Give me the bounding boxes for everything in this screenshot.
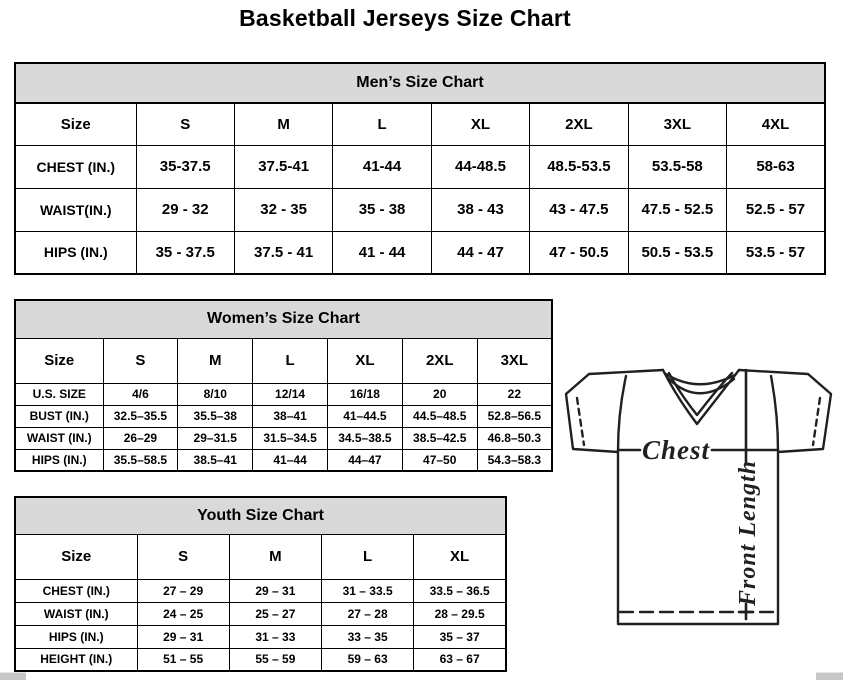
mens-title-row (15, 63, 825, 103)
youth-row-label-chest: CHEST (IN.) (15, 579, 137, 602)
table-cell: 35 - 37.5 (136, 231, 234, 274)
mens-col-header-size: Size (15, 103, 136, 145)
table-row (15, 449, 552, 471)
table-cell: 27 – 29 (137, 579, 229, 602)
left-cuff-dashed-line (577, 398, 584, 445)
table-row (15, 405, 552, 427)
womens-col-header-l: L (253, 338, 328, 383)
table-cell: 41–44.5 (327, 405, 402, 427)
table-row (15, 383, 552, 405)
mens-row-label-waist: WAIST(IN.) (15, 188, 136, 231)
table-cell: 43 - 47.5 (530, 188, 628, 231)
table-row (15, 188, 825, 231)
mens-col-header-3xl: 3XL (628, 103, 726, 145)
table-cell: 47 - 50.5 (530, 231, 628, 274)
table-row (15, 145, 825, 188)
womens-size-table (14, 299, 553, 472)
table-cell: 8/10 (178, 383, 253, 405)
table-cell: 35.5–58.5 (103, 449, 178, 471)
jersey-measurement-diagram (556, 358, 841, 668)
table-cell: 24 – 25 (137, 602, 229, 625)
table-cell: 47.5 - 52.5 (628, 188, 726, 231)
table-cell: 35 - 38 (333, 188, 431, 231)
jersey-outline (566, 370, 831, 624)
womens-col-header-size: Size (15, 338, 103, 383)
table-cell: 58-63 (727, 145, 825, 188)
table-cell: 44 - 47 (431, 231, 529, 274)
womens-col-header-s: S (103, 338, 178, 383)
mens-col-header-s: S (136, 103, 234, 145)
womens-row-label-hips: HIPS (IN.) (15, 449, 103, 471)
table-cell: 46.8–50.3 (477, 427, 552, 449)
table-row (15, 602, 506, 625)
womens-size-chart (14, 299, 553, 472)
youth-size-chart (14, 496, 507, 672)
table-row (15, 427, 552, 449)
table-cell: 25 – 27 (229, 602, 321, 625)
table-cell: 41-44 (333, 145, 431, 188)
table-cell: 35.5–38 (178, 405, 253, 427)
youth-size-table (14, 496, 507, 672)
page-title: Basketball Jerseys Size Chart (239, 5, 571, 31)
table-cell: 59 – 63 (322, 648, 414, 671)
mens-chart-title: Men’s Size Chart (15, 63, 825, 103)
table-row (15, 648, 506, 671)
table-row (15, 625, 506, 648)
table-cell: 31 – 33 (229, 625, 321, 648)
womens-row-label-waist: WAIST (IN.) (15, 427, 103, 449)
youth-row-label-waist: WAIST (IN.) (15, 602, 137, 625)
womens-title-row (15, 300, 552, 338)
table-cell: 33.5 – 36.5 (414, 579, 506, 602)
mens-row-label-chest: CHEST (IN.) (15, 145, 136, 188)
jersey-left-seam (618, 376, 626, 451)
table-row (15, 231, 825, 274)
table-cell: 44–47 (327, 449, 402, 471)
youth-row-label-height: HEIGHT (IN.) (15, 648, 137, 671)
table-cell: 29 – 31 (229, 579, 321, 602)
womens-col-header-xl: XL (327, 338, 402, 383)
womens-row-label-us-size: U.S. SIZE (15, 383, 103, 405)
table-cell: 38.5–41 (178, 449, 253, 471)
womens-chart-title: Women’s Size Chart (15, 300, 552, 338)
table-cell: 55 – 59 (229, 648, 321, 671)
table-cell: 35-37.5 (136, 145, 234, 188)
mens-header-row (15, 103, 825, 145)
table-cell: 38–41 (253, 405, 328, 427)
table-cell: 37.5 - 41 (234, 231, 332, 274)
womens-col-header-2xl: 2XL (402, 338, 477, 383)
table-cell: 35 – 37 (414, 625, 506, 648)
table-cell: 31.5–34.5 (253, 427, 328, 449)
table-cell: 52.8–56.5 (477, 405, 552, 427)
youth-col-header-size: Size (15, 534, 137, 579)
youth-col-header-s: S (137, 534, 229, 579)
table-cell: 28 – 29.5 (414, 602, 506, 625)
table-cell: 37.5-41 (234, 145, 332, 188)
table-cell: 33 – 35 (322, 625, 414, 648)
mens-col-header-l: L (333, 103, 431, 145)
table-cell: 31 – 33.5 (322, 579, 414, 602)
youth-header-row (15, 534, 506, 579)
table-cell: 53.5 - 57 (727, 231, 825, 274)
table-cell: 29–31.5 (178, 427, 253, 449)
right-cuff-dashed-line (813, 398, 820, 445)
table-cell: 47–50 (402, 449, 477, 471)
youth-col-header-m: M (229, 534, 321, 579)
chest-label: Chest (641, 435, 711, 465)
table-cell: 41–44 (253, 449, 328, 471)
youth-col-header-xl: XL (414, 534, 506, 579)
table-cell: 16/18 (327, 383, 402, 405)
table-cell: 34.5–38.5 (327, 427, 402, 449)
mens-col-header-xl: XL (431, 103, 529, 145)
mens-size-chart (14, 62, 826, 275)
table-cell: 29 - 32 (136, 188, 234, 231)
table-cell: 44-48.5 (431, 145, 529, 188)
youth-chart-title: Youth Size Chart (15, 497, 506, 534)
table-cell: 29 – 31 (137, 625, 229, 648)
jersey-diagram-svg (556, 358, 841, 668)
mens-col-header-4xl: 4XL (727, 103, 825, 145)
table-cell: 44.5–48.5 (402, 405, 477, 427)
youth-title-row (15, 497, 506, 534)
mens-size-table (14, 62, 826, 275)
table-row (15, 579, 506, 602)
table-cell: 50.5 - 53.5 (628, 231, 726, 274)
womens-col-header-3xl: 3XL (477, 338, 552, 383)
table-cell: 4/6 (103, 383, 178, 405)
table-cell: 51 – 55 (137, 648, 229, 671)
table-cell: 38 - 43 (431, 188, 529, 231)
table-cell: 22 (477, 383, 552, 405)
mens-col-header-m: M (234, 103, 332, 145)
table-cell: 41 - 44 (333, 231, 431, 274)
table-cell: 20 (402, 383, 477, 405)
table-cell: 53.5-58 (628, 145, 726, 188)
table-cell: 12/14 (253, 383, 328, 405)
womens-col-header-m: M (178, 338, 253, 383)
table-cell: 63 – 67 (414, 648, 506, 671)
table-cell: 52.5 - 57 (727, 188, 825, 231)
womens-row-label-bust: BUST (IN.) (15, 405, 103, 427)
womens-header-row (15, 338, 552, 383)
jersey-right-seam (771, 376, 778, 451)
table-cell: 54.3–58.3 (477, 449, 552, 471)
table-cell: 26–29 (103, 427, 178, 449)
youth-col-header-l: L (322, 534, 414, 579)
front-length-label: Front Length (735, 459, 761, 607)
mens-col-header-2xl: 2XL (530, 103, 628, 145)
youth-row-label-hips: HIPS (IN.) (15, 625, 137, 648)
table-cell: 32.5–35.5 (103, 405, 178, 427)
mens-row-label-hips: HIPS (IN.) (15, 231, 136, 274)
table-cell: 38.5–42.5 (402, 427, 477, 449)
table-cell: 27 – 28 (322, 602, 414, 625)
table-cell: 48.5-53.5 (530, 145, 628, 188)
table-cell: 32 - 35 (234, 188, 332, 231)
